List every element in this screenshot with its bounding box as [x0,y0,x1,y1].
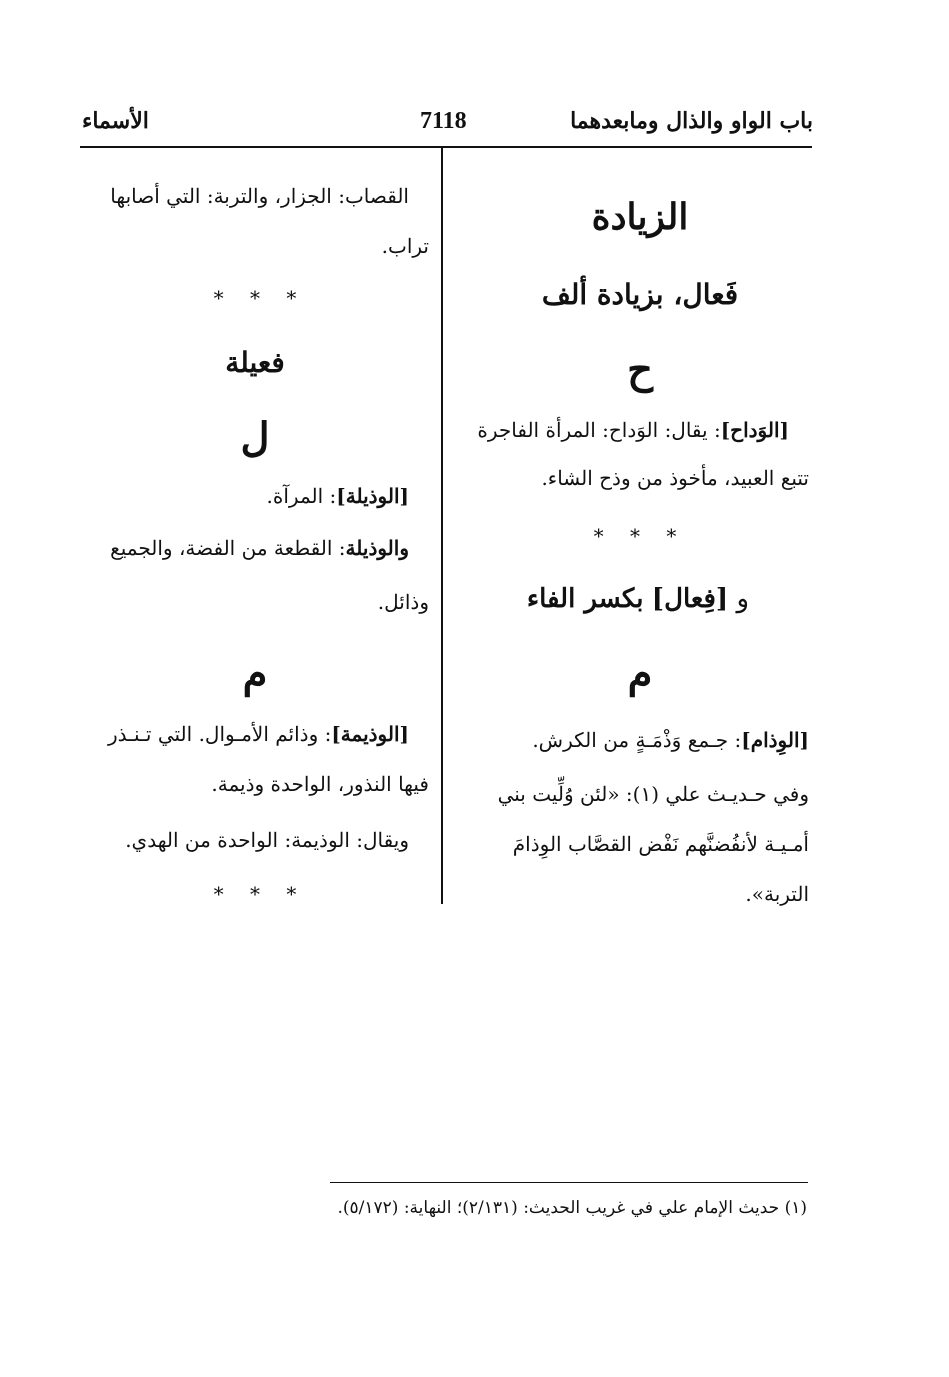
entry-wadhila-2-line-2: وذائل. [377,590,429,614]
headword-wadah: [الوَداح] [720,418,789,442]
separator-stars: * * * [213,286,307,310]
headword-wadhima: [الوذيمة] [331,722,409,746]
headword-wadhila: [الوذيلة] [336,484,409,508]
entry-wadhila-2-text: : القطعة من الفضة، والجميع [110,536,346,560]
letter-heading-mim: م [627,650,653,697]
entry-wadhima-text-1: : وذائم الأمـوال. التي تـنـذر [108,722,332,746]
letter-heading-mim-left: م [242,650,268,697]
entry-wadhima-line-2: فيها النذور، الواحدة وذيمة. [211,772,429,796]
header-rule [80,146,812,148]
entry-wadhima-2-line-1: ويقال: الوذيمة: الواحدة من الهدي. [125,828,409,852]
subsection-rest: بكسر الفاء [526,584,644,614]
letter-heading-lam: ل [240,414,270,461]
entry-wadhima-line-1 [108,722,409,746]
section-title-ziyada: الزيادة [591,196,689,238]
subsection-prefix: و [736,584,749,614]
section-title-faila: فعيلة [225,346,285,379]
entry-wadhila-1 [267,484,409,508]
entry-widham-line-4: التربة». [745,882,809,906]
continuation-line-1: القصاب: الجزار، والتربة: التي أصابها [110,184,409,208]
continuation-line-2: تراب. [381,234,429,258]
headword-widham: [الوِذام] [741,728,809,752]
separator-stars: * * * [593,524,687,548]
separator-stars: * * * [213,882,307,906]
subsection-headword-fial: [فِعال] [651,584,729,614]
subsection-title-faal: فَعال، بزيادة ألف [541,278,739,311]
page-number: 7118 [420,108,467,134]
footnote: (١) حديث الإمام علي في غريب الحديث: (٢/١٣١)؛ النهاية: (٥/١٧٢). [337,1198,807,1218]
column-divider [441,148,443,904]
running-head-section: الأسماء [82,108,149,134]
entry-wadah-line-1 [477,418,789,442]
entry-widham-line-3: أمـيـة لأنفُضنَّهم نَفْض القصَّاب الوِذامَ [512,832,809,856]
entry-widham-text-1: : جـمع وَذْمَـةٍ من الكرش. [532,728,742,752]
entry-wadhila-2-line-1 [110,536,409,560]
letter-heading-ha: ح [627,346,653,393]
subsection-title-fial [527,584,749,614]
entry-widham-line-2: وفي حـديـث علي (١): «لئن وُلِّيت بني [497,782,809,806]
entry-wadah-line-2: تتبع العبيد، مأخوذ من وذح الشاء. [541,466,809,490]
running-head-chapter: باب الواو والذال ومابعدهما [570,108,813,134]
footnote-rule [330,1182,808,1183]
entry-wadhila-text: : المرآة. [266,484,337,508]
entry-wadah-text-1: : يقال: الوَداح: المرأة الفاجرة [477,418,721,442]
entry-widham-line-1 [532,728,809,752]
headword-wadhila-2: والوذيلة [345,536,409,560]
